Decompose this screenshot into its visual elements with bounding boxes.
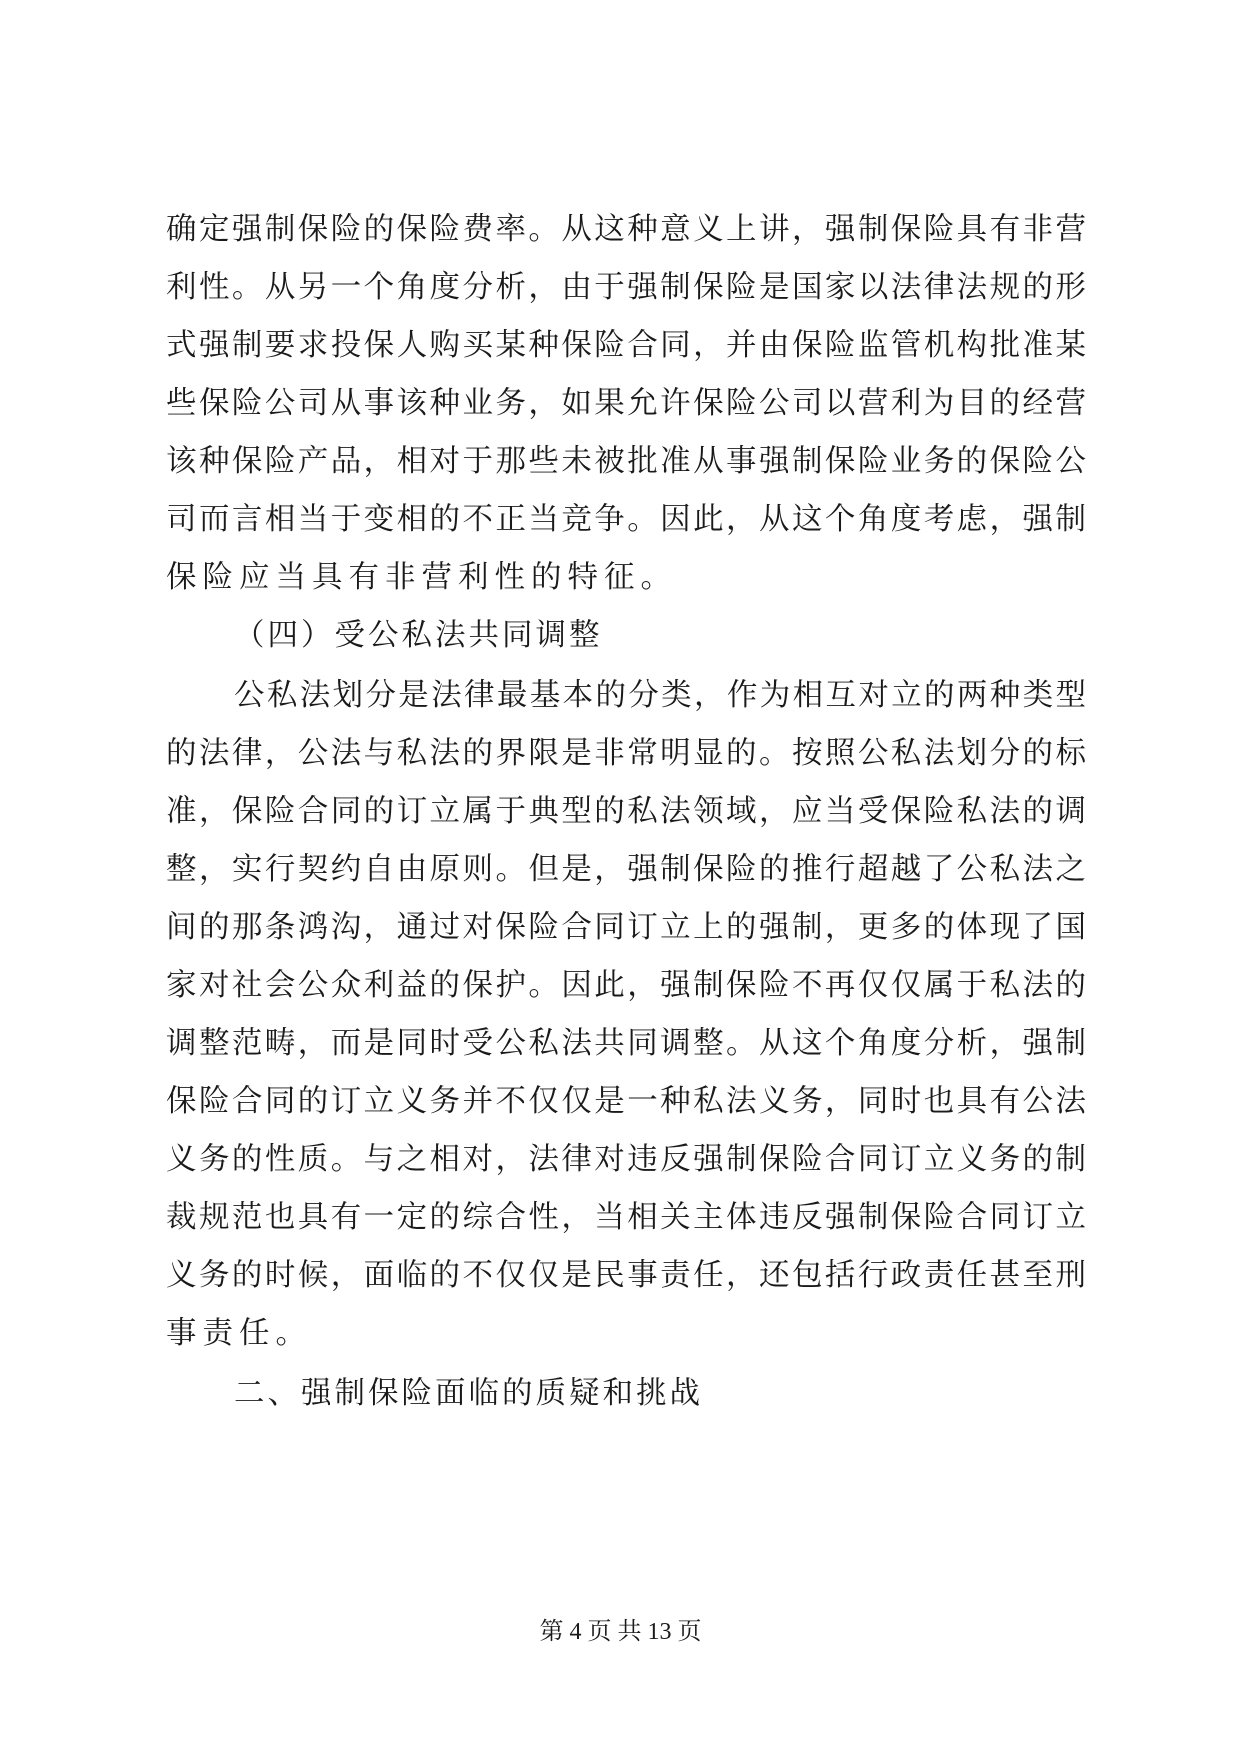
paragraph-line: 的法律，公法与私法的界限是非常明显的。按照公私法划分的标 bbox=[166, 736, 1086, 771]
paragraph-line: 保险应当具有非营利性的特征。 bbox=[166, 560, 677, 595]
paragraph-line: 事责任。 bbox=[166, 1316, 312, 1351]
paragraph-line: 确定强制保险的保险费率。从这种意义上讲，强制保险具有非营 bbox=[166, 212, 1086, 247]
paragraph-line: 式强制要求投保人购买某种保险合同，并由保险监管机构批准某 bbox=[166, 328, 1086, 363]
paragraph-line: 家对社会公众利益的保护。因此，强制保险不再仅仅属于私法的 bbox=[166, 968, 1086, 1003]
section-heading: 二、强制保险面临的质疑和挑战 bbox=[234, 1376, 703, 1411]
paragraph-line: 裁规范也具有一定的综合性，当相关主体违反强制保险合同订立 bbox=[166, 1200, 1086, 1235]
paragraph-line: 义务的性质。与之相对，法律对违反强制保险合同订立义务的制 bbox=[166, 1142, 1086, 1177]
paragraph-line: 义务的时候，面临的不仅仅是民事责任，还包括行政责任甚至刑 bbox=[166, 1258, 1086, 1293]
paragraph-line: 些保险公司从事该种业务，如果允许保险公司以营利为目的经营 bbox=[166, 386, 1086, 421]
paragraph-line: 准，保险合同的订立属于典型的私法领域，应当受保险私法的调 bbox=[166, 794, 1086, 829]
page-number-footer: 第 4 页 共 13 页 bbox=[539, 1619, 702, 1645]
paragraph-line: 公私法划分是法律最基本的分类，作为相互对立的两种类型 bbox=[234, 678, 1086, 713]
paragraph-line: 整，实行契约自由原则。但是，强制保险的推行超越了公私法之 bbox=[166, 852, 1086, 887]
paragraph-line: 间的那条鸿沟，通过对保险合同订立上的强制，更多的体现了国 bbox=[166, 910, 1086, 945]
paragraph-line: 该种保险产品，相对于那些未被批准从事强制保险业务的保险公 bbox=[166, 444, 1086, 479]
paragraph-line: 利性。从另一个角度分析，由于强制保险是国家以法律法规的形 bbox=[166, 270, 1086, 305]
paragraph-line: 调整范畴，而是同时受公私法共同调整。从这个角度分析，强制 bbox=[166, 1026, 1086, 1061]
subsection-heading: （四）受公私法共同调整 bbox=[234, 618, 603, 653]
paragraph-line: 司而言相当于变相的不正当竞争。因此，从这个角度考虑，强制 bbox=[166, 502, 1086, 537]
paragraph-line: 保险合同的订立义务并不仅仅是一种私法义务，同时也具有公法 bbox=[166, 1084, 1086, 1119]
